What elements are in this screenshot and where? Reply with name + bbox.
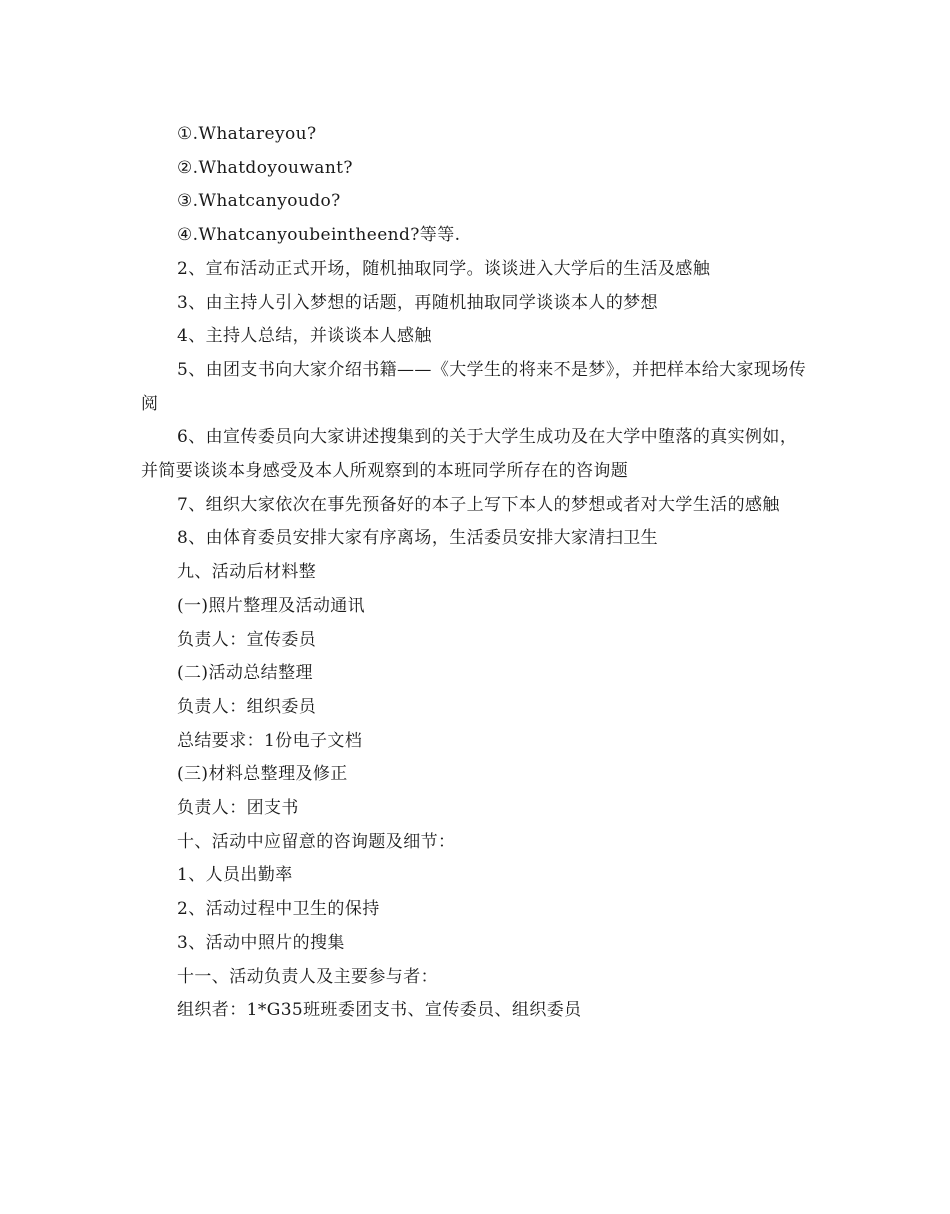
responsible-person-summary: 负责人：组织委员	[177, 696, 317, 717]
step-2: 2、宣布活动正式开场，随机抽取同学。谈谈进入大学后的生活及感触	[177, 258, 711, 279]
section-heading-10: 十、活动中应留意的咨询题及细节：	[177, 831, 456, 852]
organizers-line: 组织者：1*G35班班委团支书、宣传委员、组织委员	[177, 1000, 582, 1021]
question-item-1: ①.Whatareyou?	[177, 124, 317, 144]
summary-requirement: 总结要求：1份电子文档	[177, 730, 363, 751]
subsection-summary: (二)活动总结整理	[177, 663, 313, 684]
subsection-materials: (三)材料总整理及修正	[177, 764, 348, 785]
responsible-person-photos: 负责人：宣传委员	[177, 629, 317, 650]
step-6: 6、由宣传委员向大家讲述搜集到的关于大学生成功及在大学中堕落的真实例如，并简要谈谈本身感受及本人所观察到的本班同学所存在的咨询题	[141, 427, 798, 482]
question-item-3: ③.Whatcanyoudo?	[177, 191, 341, 212]
step-7: 7、组织大家依次在事先预备好的本子上写下本人的梦想或者对大学生活的感触	[177, 494, 780, 515]
detail-item-3: 3、活动中照片的搜集	[177, 932, 345, 953]
step-8: 8、由体育委员安排大家有序离场，生活委员安排大家清扫卫生	[177, 528, 659, 549]
detail-item-2: 2、活动过程中卫生的保持	[177, 899, 380, 920]
subsection-photos: (一)照片整理及活动通讯	[177, 595, 366, 616]
step-4: 4、主持人总结，并谈谈本人感触	[177, 326, 432, 347]
question-item-2: ②.Whatdoyouwant?	[177, 157, 353, 178]
question-item-4: ④.Whatcanyoubeintheend?等等.	[177, 225, 461, 246]
responsible-person-materials: 负责人：团支书	[177, 798, 299, 819]
section-heading-9: 九、活动后材料整	[177, 562, 317, 583]
step-3: 3、由主持人引入梦想的话题，再随机抽取同学谈谈本人的梦想	[177, 292, 659, 313]
document-body	[141, 118, 813, 1028]
section-heading-11: 十一、活动负责人及主要参与者：	[177, 966, 438, 987]
detail-item-1: 1、人员出勤率	[177, 865, 293, 886]
step-5: 5、由团支书向大家介绍书籍——《大学生的将来不是梦》，并把样本给大家现场传阅	[141, 359, 807, 414]
